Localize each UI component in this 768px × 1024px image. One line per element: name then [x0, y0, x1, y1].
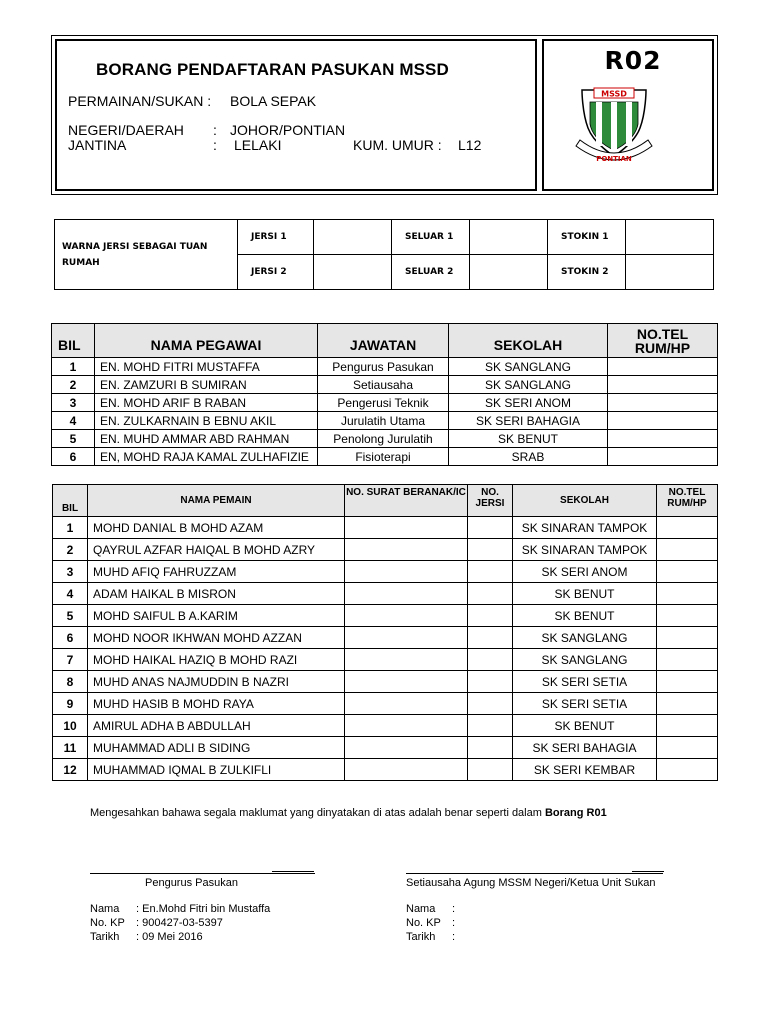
player-row [53, 605, 718, 627]
player-bil: 2 [53, 539, 88, 561]
player-ic[interactable] [345, 693, 468, 715]
official-sekolah: SRAB [449, 448, 608, 466]
player-bil: 9 [53, 693, 88, 715]
official-jawatan: Setiausaha [318, 376, 449, 394]
jantina-colon: : [213, 137, 217, 153]
official-jawatan: Fisioterapi [318, 448, 449, 466]
official-sekolah: SK SERI BAHAGIA [449, 412, 608, 430]
official-bil: 3 [52, 394, 95, 412]
signature-line-right [406, 873, 663, 874]
player-tel[interactable] [657, 715, 718, 737]
player-nama: MOHD SAIFUL B A.KARIM [88, 605, 345, 627]
svg-text:MSSD: MSSD [601, 89, 627, 99]
player-nama: MUHD ANAS NAJMUDDIN B NAZRI [88, 671, 345, 693]
players-header-ic: NO. SURAT BERANAK/IC [345, 485, 468, 517]
official-row [52, 430, 718, 448]
player-tel[interactable] [657, 671, 718, 693]
officials-header-jawatan: JAWATAN [318, 324, 449, 358]
player-row [53, 715, 718, 737]
official-bil: 6 [52, 448, 95, 466]
player-tel[interactable] [657, 737, 718, 759]
signature-left-title: Pengurus Pasukan [145, 877, 238, 889]
signature-left-values: : En.Mohd Fitri bin Mustaffa : 900427-03-5397 : 09 Mei 2016 [136, 903, 271, 943]
player-bil: 3 [53, 561, 88, 583]
player-sekolah: SK SINARAN TAMPOK [513, 517, 657, 539]
official-nama: EN. MUHD AMMAR ABD RAHMAN [95, 430, 318, 448]
official-bil: 2 [52, 376, 95, 394]
seluar1-label: SELUAR 1 [392, 220, 470, 255]
player-sekolah: SK SERI KEMBAR [513, 759, 657, 781]
jersey-label: WARNA JERSI SEBAGAI TUAN RUMAH [55, 220, 238, 290]
confirmation-text: Mengesahkan bahawa segala maklumat yang dinyatakan di atas adalah benar seperti dalam Borang R01 [90, 807, 607, 819]
players-header-nama: NAMA PEMAIN [88, 485, 345, 517]
player-sekolah: SK SINARAN TAMPOK [513, 539, 657, 561]
official-sekolah: SK SANGLANG [449, 358, 608, 376]
player-ic[interactable] [345, 539, 468, 561]
official-row [52, 412, 718, 430]
official-tel[interactable] [608, 358, 718, 376]
player-tel[interactable] [657, 539, 718, 561]
stokin2-label: STOKIN 2 [548, 255, 626, 290]
player-jersi[interactable] [468, 715, 513, 737]
seluar1-cell[interactable] [470, 220, 548, 255]
official-jawatan: Pengerusi Teknik [318, 394, 449, 412]
jersi2-label: JERSI 2 [238, 255, 314, 290]
permainan-value: BOLA SEPAK [230, 93, 317, 109]
form-title: BORANG PENDAFTARAN PASUKAN MSSD [96, 60, 449, 79]
player-bil: 11 [53, 737, 88, 759]
player-tel[interactable] [657, 627, 718, 649]
signature-left-labels: Nama No. KP Tarikh [90, 903, 125, 943]
player-tel[interactable] [657, 583, 718, 605]
player-ic[interactable] [345, 649, 468, 671]
mssd-logo [572, 82, 656, 172]
official-nama: EN. MOHD FITRI MUSTAFFA [95, 358, 318, 376]
officials-header-bil: BIL [52, 324, 95, 358]
officials-header-tel: NO.TEL RUM/HP [608, 324, 718, 358]
player-ic[interactable] [345, 517, 468, 539]
official-row [52, 376, 718, 394]
player-bil: 7 [53, 649, 88, 671]
player-tel[interactable] [657, 605, 718, 627]
player-sekolah: SK SANGLANG [513, 649, 657, 671]
player-jersi[interactable] [468, 759, 513, 781]
player-nama: MUHAMMAD IQMAL B ZULKIFLI [88, 759, 345, 781]
jantina-value: LELAKI [234, 137, 282, 153]
player-jersi[interactable] [468, 737, 513, 759]
player-ic[interactable] [345, 583, 468, 605]
player-tel[interactable] [657, 517, 718, 539]
player-nama: MOHD NOOR IKHWAN MOHD AZZAN [88, 627, 345, 649]
stokin1-cell[interactable] [626, 220, 714, 255]
players-header-bil: BIL [53, 485, 88, 517]
officials-header-sekolah: SEKOLAH [449, 324, 608, 358]
player-ic[interactable] [345, 561, 468, 583]
player-row [53, 561, 718, 583]
player-nama: MUHD HASIB B MOHD RAYA [88, 693, 345, 715]
player-bil: 10 [53, 715, 88, 737]
jersi1-cell[interactable] [314, 220, 392, 255]
officials-header-nama: NAMA PEGAWAI [95, 324, 318, 358]
official-nama: EN. ZAMZURI B SUMIRAN [95, 376, 318, 394]
player-sekolah: SK BENUT [513, 605, 657, 627]
stokin2-cell[interactable] [626, 255, 714, 290]
player-jersi[interactable] [468, 517, 513, 539]
player-bil: 5 [53, 605, 88, 627]
official-tel[interactable] [608, 394, 718, 412]
official-nama: EN. ZULKARNAIN B EBNU AKIL [95, 412, 318, 430]
official-nama: EN. MOHD ARIF B RABAN [95, 394, 318, 412]
player-sekolah: SK SERI SETIA [513, 693, 657, 715]
form-code: R02 [604, 46, 662, 75]
official-sekolah: SK BENUT [449, 430, 608, 448]
jersey-table [54, 219, 714, 290]
umur-label: KUM. UMUR : [353, 137, 442, 153]
official-row [52, 448, 718, 466]
player-jersi[interactable] [468, 627, 513, 649]
player-nama: ADAM HAIKAL B MISRON [88, 583, 345, 605]
jersi2-cell[interactable] [314, 255, 392, 290]
negeri-value: JOHOR/PONTIAN [230, 122, 346, 138]
signature-line-left-accent [272, 871, 314, 872]
player-jersi[interactable] [468, 605, 513, 627]
official-tel[interactable] [608, 412, 718, 430]
players-header-tel: NO.TEL RUM/HP [657, 485, 718, 517]
player-ic[interactable] [345, 627, 468, 649]
officials-table [51, 323, 718, 466]
player-row [53, 583, 718, 605]
player-bil: 4 [53, 583, 88, 605]
player-nama: MUHAMMAD ADLI B SIDING [88, 737, 345, 759]
jantina-label: JANTINA [68, 137, 127, 153]
signature-right-labels: Nama No. KP Tarikh [406, 903, 441, 943]
official-nama: EN, MOHD RAJA KAMAL ZULHAFIZIE [95, 448, 318, 466]
official-jawatan: Pengurus Pasukan [318, 358, 449, 376]
player-sekolah: SK SANGLANG [513, 627, 657, 649]
players-table [52, 484, 718, 781]
player-sekolah: SK BENUT [513, 715, 657, 737]
players-header-jersi: NO. JERSI [468, 485, 513, 517]
player-row [53, 693, 718, 715]
official-jawatan: Penolong Jurulatih [318, 430, 449, 448]
player-sekolah: SK SERI BAHAGIA [513, 737, 657, 759]
player-tel[interactable] [657, 649, 718, 671]
player-ic[interactable] [345, 605, 468, 627]
players-header-sekolah: SEKOLAH [513, 485, 657, 517]
official-bil: 1 [52, 358, 95, 376]
player-row [53, 737, 718, 759]
official-row [52, 358, 718, 376]
player-sekolah: SK SERI ANOM [513, 561, 657, 583]
player-ic[interactable] [345, 737, 468, 759]
signature-line-right-accent [632, 871, 664, 872]
negeri-colon: : [213, 122, 217, 138]
permainan-label: PERMAINAN/SUKAN : [68, 93, 212, 109]
stokin1-label: STOKIN 1 [548, 220, 626, 255]
negeri-label: NEGERI/DAERAH [68, 122, 184, 138]
player-ic[interactable] [345, 759, 468, 781]
player-row [53, 671, 718, 693]
player-sekolah: SK SERI SETIA [513, 671, 657, 693]
player-jersi[interactable] [468, 583, 513, 605]
player-sekolah: SK BENUT [513, 583, 657, 605]
player-ic[interactable] [345, 671, 468, 693]
player-nama: QAYRUL AZFAR HAIQAL B MOHD AZRY [88, 539, 345, 561]
official-tel[interactable] [608, 376, 718, 394]
official-sekolah: SK SANGLANG [449, 376, 608, 394]
player-ic[interactable] [345, 715, 468, 737]
player-bil: 1 [53, 517, 88, 539]
player-bil: 6 [53, 627, 88, 649]
official-sekolah: SK SERI ANOM [449, 394, 608, 412]
player-row [53, 649, 718, 671]
official-bil: 5 [52, 430, 95, 448]
player-jersi[interactable] [468, 693, 513, 715]
player-nama: MUHD AFIQ FAHRUZZAM [88, 561, 345, 583]
signature-line-left [90, 873, 315, 874]
official-bil: 4 [52, 412, 95, 430]
official-row [52, 394, 718, 412]
seluar2-cell[interactable] [470, 255, 548, 290]
player-nama: MOHD DANIAL B MOHD AZAM [88, 517, 345, 539]
umur-value: L12 [458, 137, 482, 153]
official-jawatan: Jurulatih Utama [318, 412, 449, 430]
player-row [53, 517, 718, 539]
official-tel[interactable] [608, 430, 718, 448]
player-nama: AMIRUL ADHA B ABDULLAH [88, 715, 345, 737]
jersi1-label: JERSI 1 [238, 220, 314, 255]
player-row [53, 627, 718, 649]
official-tel[interactable] [608, 448, 718, 466]
player-jersi[interactable] [468, 561, 513, 583]
player-tel[interactable] [657, 561, 718, 583]
player-tel[interactable] [657, 759, 718, 781]
player-tel[interactable] [657, 693, 718, 715]
player-jersi[interactable] [468, 649, 513, 671]
player-jersi[interactable] [468, 671, 513, 693]
svg-text:PONTIAN: PONTIAN [596, 155, 632, 163]
player-row [53, 539, 718, 561]
player-nama: MOHD HAIKAL HAZIQ B MOHD RAZI [88, 649, 345, 671]
player-bil: 12 [53, 759, 88, 781]
signature-right-values: : : : [452, 903, 456, 943]
signature-right-title: Setiausaha Agung MSSM Negeri/Ketua Unit Sukan [406, 877, 656, 889]
player-bil: 8 [53, 671, 88, 693]
player-row [53, 759, 718, 781]
seluar2-label: SELUAR 2 [392, 255, 470, 290]
player-jersi[interactable] [468, 539, 513, 561]
